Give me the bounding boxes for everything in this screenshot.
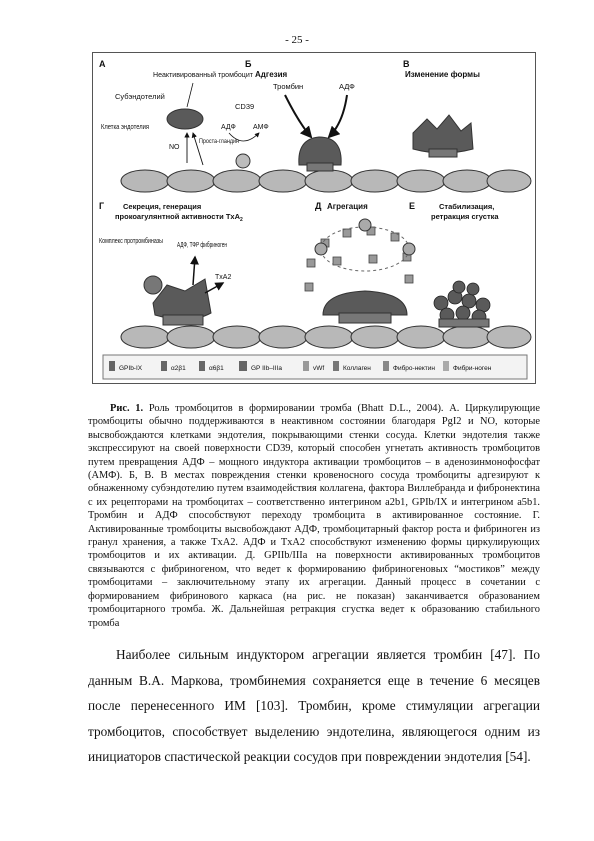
label-amp: АМФ — [253, 124, 269, 131]
receptor-cluster-g — [163, 315, 203, 325]
gp2b-3a-icon — [239, 361, 247, 371]
legend-label-collagen: Коллаген — [343, 365, 371, 372]
arrow-thrombin — [285, 95, 311, 137]
endothelium-row-bottom — [121, 326, 531, 348]
label-cd39: CD39 — [235, 102, 255, 111]
panel-letter-d: Д — [315, 201, 322, 211]
cd39-shape — [236, 154, 250, 168]
gp1b-ix-icon — [109, 361, 115, 371]
adherent-platelet-shape — [299, 137, 341, 165]
pointer-inactive-platelet — [187, 83, 193, 107]
panel-letter-v: В — [403, 59, 410, 69]
label-thrombin-b: Тромбин — [273, 82, 304, 91]
aggregate-node-left — [315, 243, 327, 255]
label-prothrombinase: Комплекс протромбиназы — [99, 236, 163, 245]
collagen-icon — [333, 361, 339, 371]
legend-label-a2b1: α2β1 — [171, 365, 186, 372]
figure-caption — [88, 402, 540, 630]
body-paragraph: Наиболее сильным индуктором агрегации является тромбин [47]. По данным В.А. Маркова, тромбинемия сохраняется еще в течение 6 месяцев после перенесенного ИМ [103]. Тромбин, кроме стимуляции агрегации тромбоцитов, способствует выделению эндотелина, являющегося одним из инициаторов спастической реакции сосудов при повреждении эндотелия [54]. — [88, 647, 540, 765]
panel-letter-a: А — [99, 59, 106, 69]
panel-letter-b: Б — [245, 59, 252, 69]
caption-label: Рис. 1. — [110, 403, 144, 414]
panel-title-e-line1: Стабилизация, — [439, 202, 495, 211]
legend-label-a6b1: α6β1 — [209, 365, 224, 372]
legend-label-gp2b-3a: GP IIb–IIIa — [251, 365, 282, 372]
page-number: - 25 - — [285, 34, 309, 46]
caption-text: Роль тромбоцитов в формировании тромба (Bhatt D.L., 2004). А. Циркулирующие тромбоциты обычно поддерживаются в неактивном состоянии благодаря PgI2 и NO, которые высвобождаются клетками эндотелия, покрывающими стенки сосуда. Клетки эндотелия также экспрессируют на своей поверхности CD39, который способен угнетать активность тромбоцитов путем превращения АДФ – мощного индуктора активации тромбоцитов – в аденозинмонофосфат (АМФ). Б, В. В местах повреждения стенки кровеносного сосуда тромбоциты адгезируют к обнаженному субэндотелию путем взаимодействия коллагена, фактора Виллебранда и фибронектина с их рецепторами на тромбоцитах – соответственно интегрином a2b1, GPIb/IX и интегрином a5b1. Тромбин и АДФ способствуют переходу тромбоцита в активированное состояние. Г. Активированные тромбоциты высвобождают АДФ, тромбоцитарный фактор роста и фибриноген из гранул хранения, а также TxA2. АДФ и TxA2 способствуют изменению формы циркулирующих тромбоцитов и их активации. Д. GPIIb/IIIa на поверхности активированных тромбоцитов связываются с фибриногеном, что ведет к формированию фибриногеновых “мостиков” между тромбоцитами – заключительному этапу их агрегации. Данный процесс в сочетании с формированием фибринового каркаса (на рис. не показан) заканчивается образованием тромбоцитарного тромба. Ж. Дальнейшая ретракция сгустка ведет к образованию стабильного тромба — [88, 403, 540, 629]
aggregate-node-right — [403, 243, 415, 255]
panel-letter-g: Г — [99, 201, 105, 211]
aggregate-node-top — [359, 219, 371, 231]
arrow-secretion — [193, 257, 195, 285]
figure-diagram — [93, 53, 537, 385]
shape-changed-platelet — [413, 115, 473, 153]
fibrinogen-icon — [443, 361, 449, 371]
legend-label-fibrinogen: Фибри-ноген — [453, 365, 492, 372]
label-endothelial-cell: Клетка эндотелия — [101, 122, 149, 131]
panel-title-v: Изменение формы — [405, 70, 480, 79]
receptor-cluster-v — [429, 149, 457, 157]
legend-label-fibronectin: Фибро-нектин — [393, 365, 436, 372]
a2b1-icon — [161, 361, 167, 371]
receptor-cluster-e — [439, 319, 489, 327]
panel-title-g-line1: Секреция, генерация — [123, 202, 202, 211]
label-subendothelium: Субэндотелий — [115, 92, 165, 101]
label-adp-b: АДФ — [339, 82, 355, 91]
label-adp-a: АДФ — [221, 124, 236, 131]
panel-title-b: Адгезия — [255, 70, 288, 79]
aggregating-platelet — [323, 291, 407, 315]
panel-title-e-line2: ретракция сгустка — [431, 212, 499, 221]
receptor-cluster-d — [339, 313, 391, 323]
label-prostaglandin: Проста-гландин — [199, 138, 240, 145]
vwf-icon — [303, 361, 309, 371]
endothelium-row-top — [121, 170, 531, 192]
label-inactive-platelet: Неактивированный тромбоцит — [153, 70, 254, 79]
prothrombinase-complex — [144, 276, 162, 294]
inactive-platelet-shape — [167, 109, 203, 129]
fibrinogen-bridges — [305, 227, 413, 291]
label-adp-tgf-fibrinogen: АДФ, ТФР фибриноген — [177, 240, 227, 249]
panel-letter-e: Е — [409, 201, 416, 211]
label-no: NO — [169, 144, 180, 151]
panel-title-g-sub: 2 — [240, 217, 243, 223]
panel-title-g-line2: прокоагулянтной активности TxA — [115, 212, 240, 221]
legend-label-vwf: vWf — [313, 365, 325, 372]
fibronectin-icon — [383, 361, 389, 371]
label-txa2: TxA2 — [215, 274, 232, 281]
legend-label-gp1b-ix: GPIb-IX — [119, 365, 143, 372]
arrow-adp — [329, 95, 347, 137]
stable-clot — [434, 281, 490, 324]
receptor-cluster-b — [307, 163, 333, 171]
a6b1-icon — [199, 361, 205, 371]
figure-platelet-roles — [92, 52, 536, 384]
panel-title-d: Агрегация — [327, 202, 368, 211]
arrow-txa2 — [205, 283, 223, 293]
